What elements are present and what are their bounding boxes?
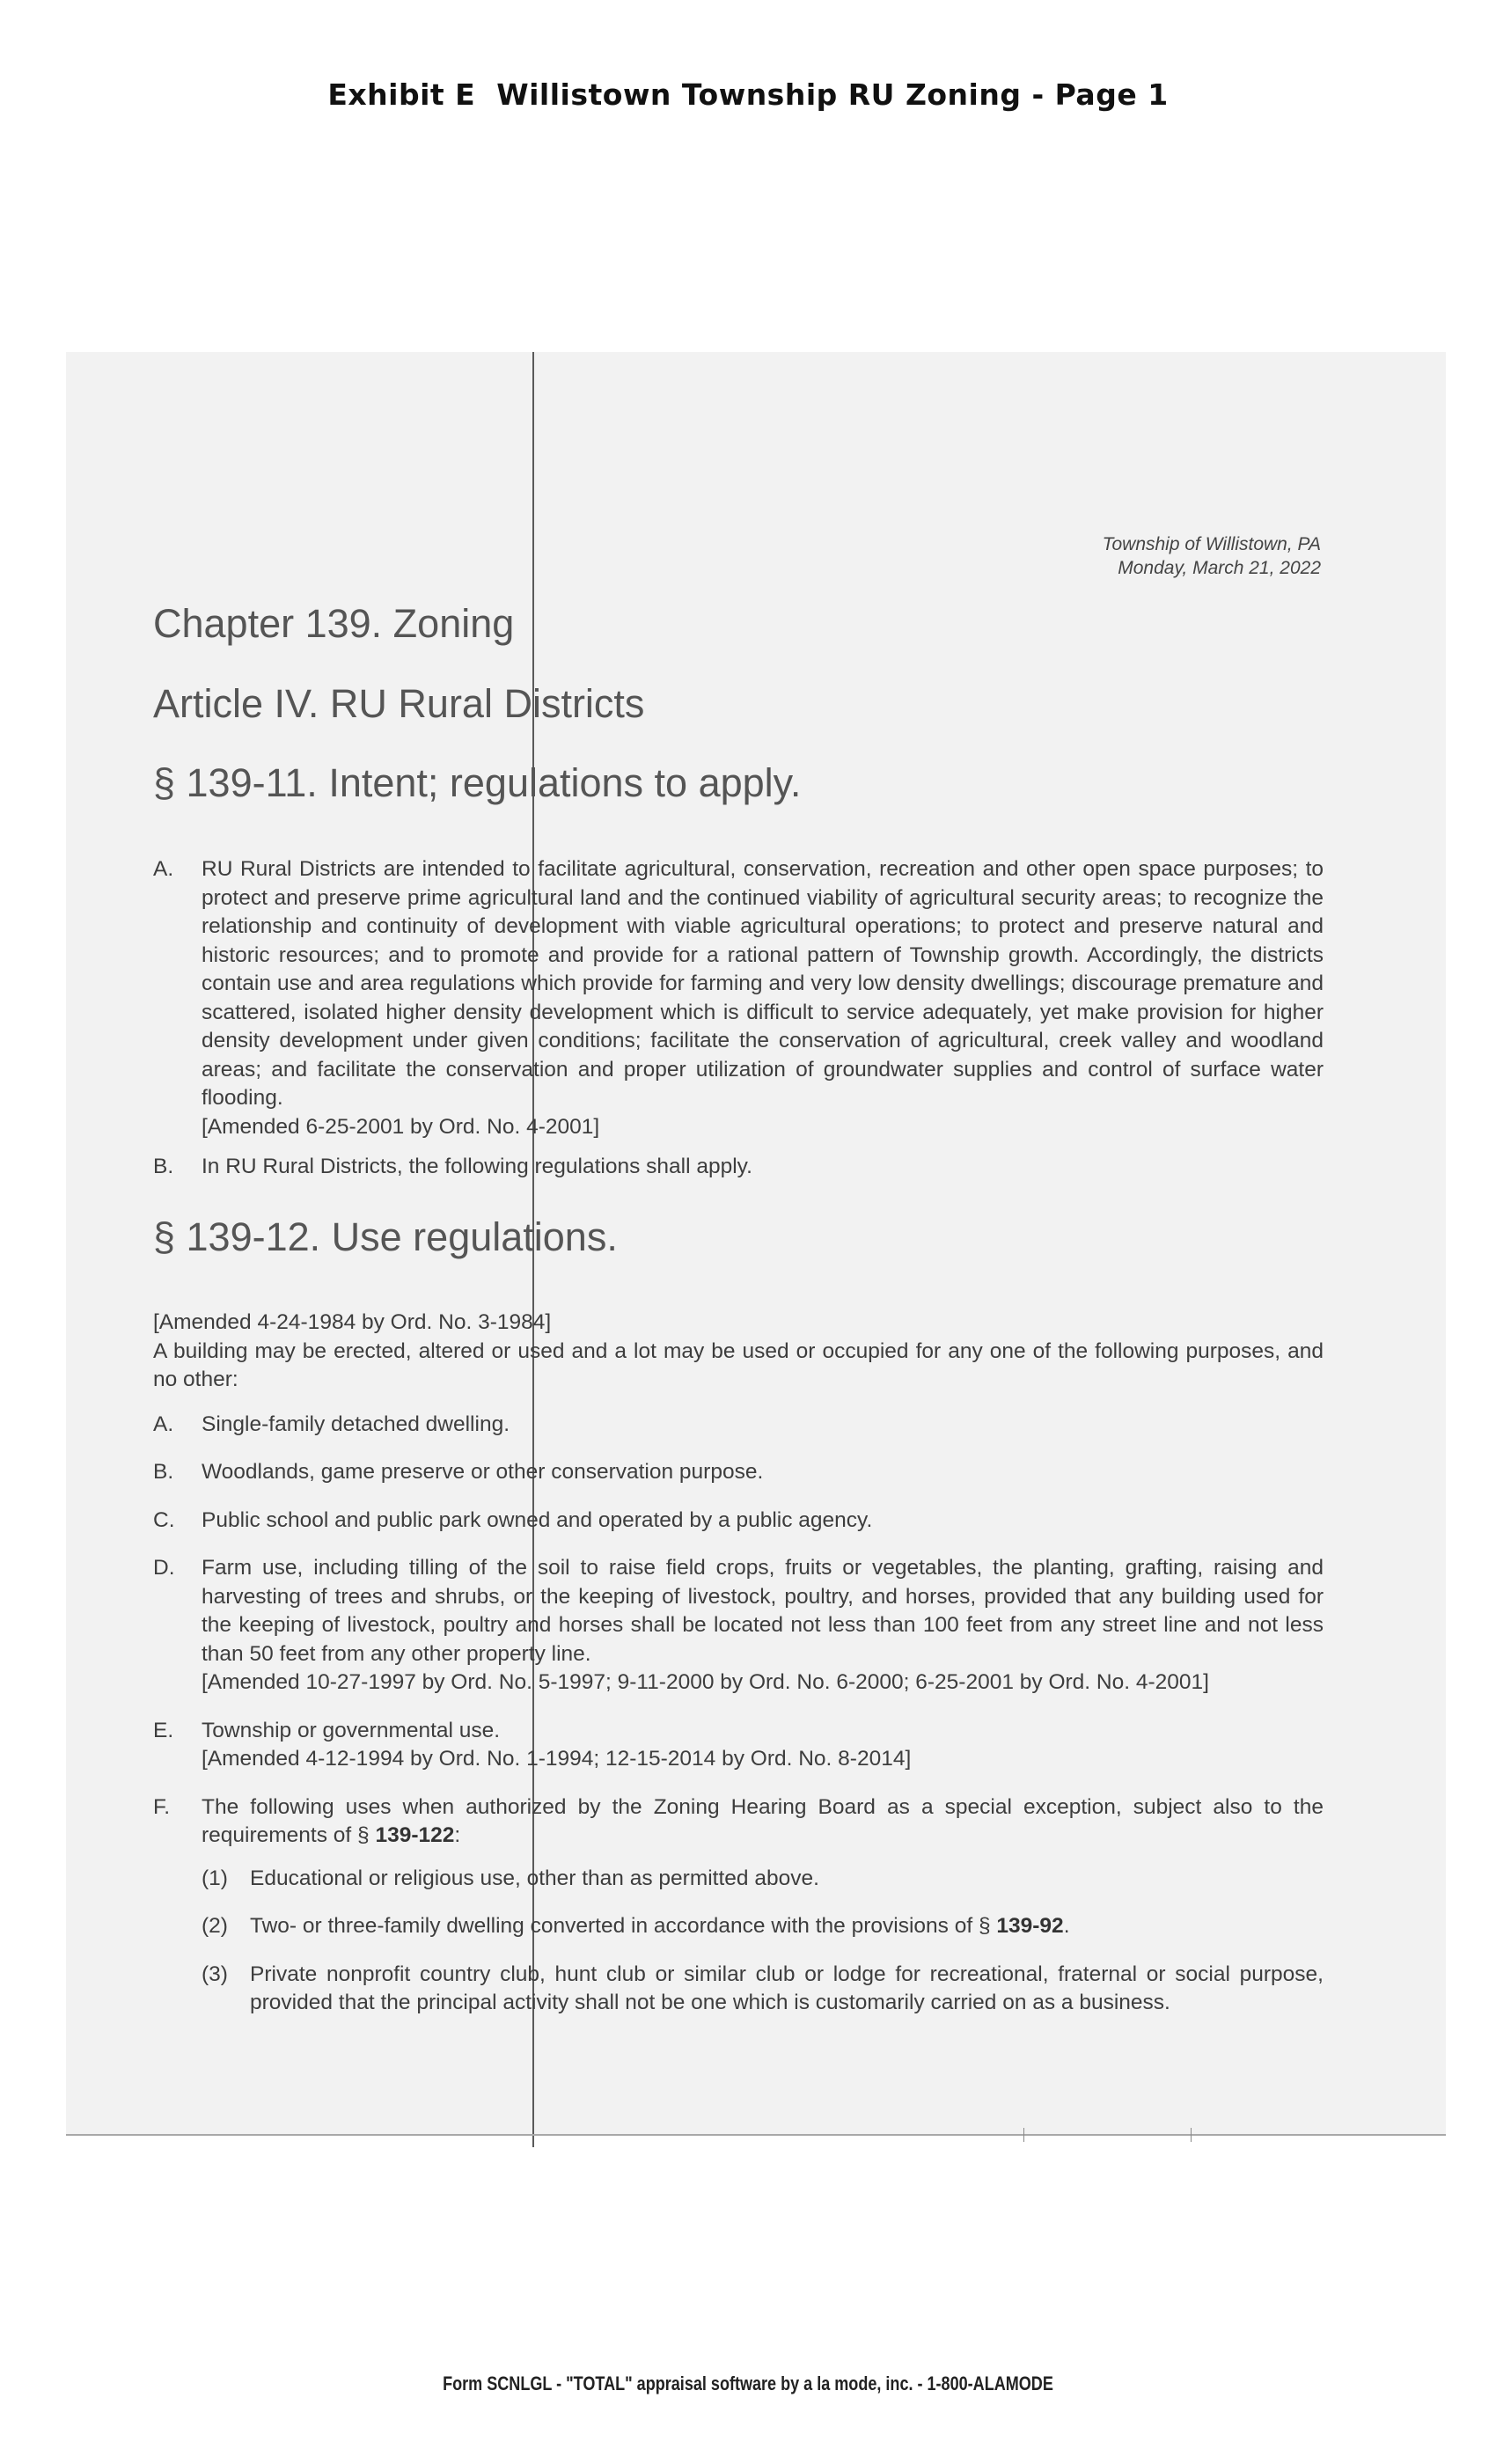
list-item: [153, 1458, 1324, 1487]
form-footer: Form SCNLGL - "TOTAL" appraisal software by a la mode, inc. - 1-800-ALAMODE: [443, 2372, 1053, 2394]
list-item: [153, 1507, 1324, 1536]
scanned-page: [66, 352, 1446, 2136]
section-139-11-body: [153, 855, 1324, 1182]
amendment-note: [Amended 10-27-1997 by Ord. No. 5-1997; 9-11-2000 by Ord. No. 6-2000; 6-25-2001 by Ord. No. 4-2001]: [202, 1670, 1209, 1694]
item-text: Woodlands, game preserve or other conservation purpose.: [202, 1460, 764, 1484]
section-intro: A building may be erected, altered or used and a lot may be used or occupied for any one of the following purposes, and no other:: [153, 1338, 1324, 1391]
list-item: [153, 1153, 1324, 1182]
list-item: [153, 1554, 1324, 1698]
list-item: F. The following uses when authorized by the Zoning Hearing Board as a special exception, subject also to the requirements of § 139-122:: [153, 1793, 1324, 1851]
item-text: RU Rural Districts are intended to facilitate agricultural, conservation, recreation and other open space purposes; to protect and preserve prime agricultural land and the continued viability of agricultural security areas; to recognize the relationship and continuity of development with viable agricultural operations; to protect and preserve natural and historic resources; and to promote and provide for a rational pattern of Township growth. Accordingly, the districts contain use and area regulations which provide for farming and very low density dwellings; discourage premature and scattered, isolated higher density development which is difficult to service adequately, yet make provision for higher density development under given conditions; facilitate the conservation of agricultural, creek valley and woodland areas; and facilitate the conservation and proper utilization of groundwater supplies and control of surface water flooding.: [202, 857, 1324, 1110]
item-text: Single-family detached dwelling.: [202, 1412, 510, 1436]
item-label: A.: [153, 1412, 174, 1436]
section-reference-link[interactable]: 139-92: [996, 1914, 1064, 1938]
item-label: C.: [153, 1507, 175, 1532]
exhibit-label: Exhibit E: [327, 77, 476, 112]
exhibit-header: [0, 77, 1496, 112]
list-item: [153, 1411, 1324, 1440]
item-label: F.: [153, 1794, 171, 1819]
item-text: Private nonprofit country club, hunt club or similar club or lodge for recreational, fraternal or social purpose, provided that the principal activity shall not be one which is customarily carried on as a business.: [250, 1962, 1324, 2014]
chapter-heading: Chapter 139. Zoning: [153, 601, 515, 646]
item-label: E.: [153, 1718, 174, 1742]
section-139-12-body: [153, 1309, 1324, 2018]
item-label: B.: [153, 1155, 174, 1178]
township-info: [1103, 532, 1321, 580]
item-text: In RU Rural Districts, the following regulations shall apply.: [202, 1155, 752, 1178]
page-bottom-rule: [66, 2134, 1446, 2136]
exhibit-title: Willistown Township RU Zoning - Page 1: [496, 77, 1169, 112]
sub-list-item: (2) Two- or three-family dwelling converted in accordance with the provisions of § 139-92.: [202, 1912, 1324, 1941]
item-label: (3): [202, 1962, 228, 1986]
amendment-note: [Amended 4-24-1984 by Ord. No. 3-1984]: [153, 1310, 552, 1334]
section-139-11-heading: § 139-11. Intent; regulations to apply.: [153, 760, 802, 805]
list-item: [153, 1717, 1324, 1774]
item-label: D.: [153, 1556, 175, 1580]
rule-tick: [1023, 2128, 1024, 2142]
rule-tick: [1191, 2128, 1192, 2142]
list-item: [153, 855, 1324, 1141]
item-label: (1): [202, 1866, 228, 1890]
item-label: A.: [153, 857, 174, 881]
item-text: Two- or three-family dwelling converted in accordance with the provisions of §: [250, 1914, 991, 1938]
section-139-12-heading: § 139-12. Use regulations.: [153, 1214, 618, 1259]
item-label: B.: [153, 1460, 174, 1484]
item-label: (2): [202, 1914, 228, 1938]
item-text: Educational or religious use, other than as permitted above.: [250, 1866, 819, 1890]
item-text: Township or governmental use.: [202, 1718, 501, 1742]
item-text: Farm use, including tilling of the soil to raise field crops, fruits or vegetables, the planting, grafting, raising and harvesting of trees and shrubs, or the keeping of livestock, poultry, and horses, provided that any building used for the keeping of livestock, poultry and horses shall be located not less than 100 feet from any street line and not less than 50 feet from any other property line.: [202, 1556, 1324, 1666]
township-date: Monday, March 21, 2022: [1118, 558, 1321, 578]
amendment-note: [Amended 6-25-2001 by Ord. No. 4-2001]: [202, 1114, 600, 1139]
township-name: Township of Willistown, PA: [1102, 534, 1321, 554]
item-text: Public school and public park owned and operated by a public agency.: [202, 1507, 873, 1532]
amendment-note: [Amended 4-12-1994 by Ord. No. 1-1994; 12-15-2014 by Ord. No. 8-2014]: [202, 1747, 912, 1771]
sub-list-item: [202, 1961, 1324, 2018]
item-text: The following uses when authorized by the Zoning Hearing Board as a special exception, subject also to the requirements of §: [202, 1794, 1324, 1847]
section-reference-link[interactable]: 139-122: [375, 1823, 455, 1847]
sub-list-item: [202, 1865, 1324, 1894]
article-heading: Article IV. RU Rural Districts: [153, 681, 645, 726]
